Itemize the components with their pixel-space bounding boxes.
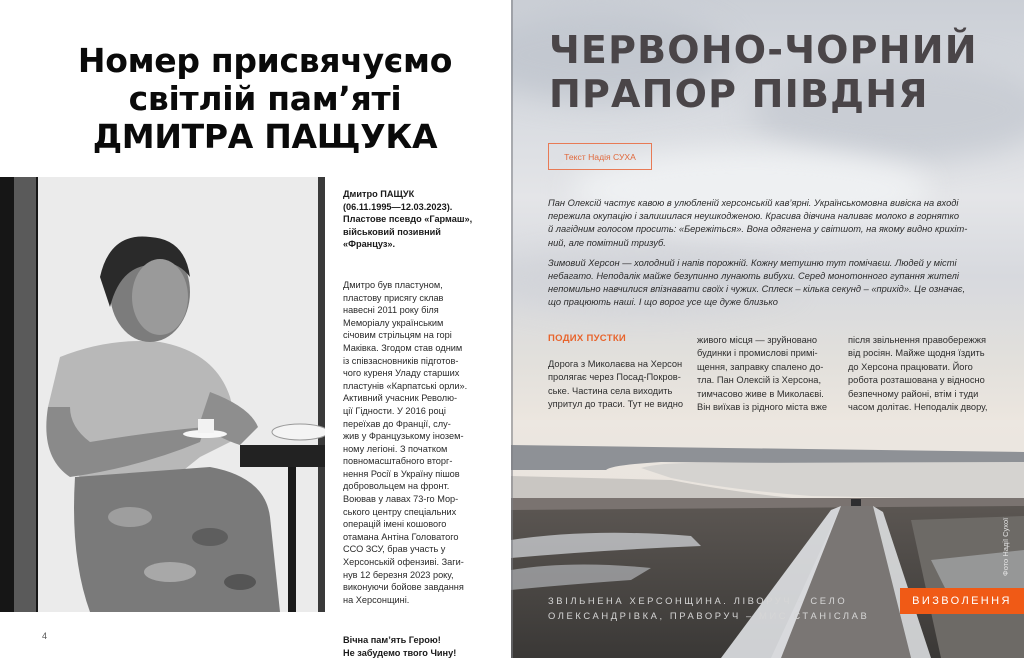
bio-header-line: Дмитро ПАЩУК: [343, 189, 415, 199]
bio-line: Херсонській офензиві. Заги-: [343, 557, 464, 568]
bio-header-line: «Француз».: [343, 239, 396, 250]
column-line: Дорога з Миколаєва на Херсон: [548, 359, 683, 369]
bio-tribute: [343, 634, 501, 658]
bio-line: операцій імені кошового: [343, 519, 447, 530]
column-line: робота розташована у відносно: [848, 375, 985, 386]
lead-paragraph-2: [548, 257, 988, 310]
bio-line: пластову присягу склав: [343, 292, 444, 303]
bio-line: нув 12 березня 2023 року,: [343, 569, 454, 580]
bio-header-line: (06.11.1995—12.03.2023).: [343, 201, 453, 212]
article-column-1: [548, 358, 693, 412]
bio-line: із співзасновників підготов-: [343, 355, 459, 366]
column-line: ське. Частина села виходить: [548, 385, 673, 396]
column-line: тла. Пан Олексій із Херсона,: [697, 375, 822, 386]
lead-line: й лагідним голосом просить: «Бережіться». Вона одягнена у світшот, на якому видно крихіт-: [548, 224, 968, 235]
bio-line: січовим стрільцям на горі: [343, 330, 452, 341]
bio-line: Дмитро був пластуном,: [343, 279, 443, 290]
bio-text: [343, 188, 501, 658]
bio-line: на Херсонщині.: [343, 594, 410, 605]
column-line: від росіян. Майже щодня їздить: [848, 348, 985, 359]
bio-header-line: Пластове псевдо «Гармаш»,: [343, 214, 473, 225]
tribute-line: Вічна пам’ять Герою!: [343, 635, 441, 646]
article-title: [549, 28, 1019, 116]
column-line: будинки і промислові примі-: [697, 348, 818, 359]
bio-line: Воював у лавах 73-го Мор-: [343, 494, 459, 505]
bio-line: ССО ЗСУ, брав участь у: [343, 544, 446, 555]
column-line: безпечному районі, втім і туди: [848, 388, 979, 399]
bio-line: чого куреня Уладу старших: [343, 368, 460, 379]
photo-credit: Фото Надії Сухої: [1001, 517, 1010, 576]
caption-line: ОЛЕКСАНДРІВКА, ПРАВОРУЧ – МИС СТАНІСЛАВ: [548, 610, 870, 621]
section-heading: ПОДИХ ПУСТКИ: [548, 333, 627, 344]
page-number: 4: [42, 631, 48, 641]
tribute-line: Не забудемо твого Чину!: [343, 648, 457, 658]
lead-line: ний, але помітний тризуб.: [548, 237, 666, 248]
memorial-title-line-2: світлій пам’яті: [128, 79, 402, 118]
lead-line: пережила окупацію і залишилася неушкодженою. Красива дівчина наливає молоко в горнятко: [548, 211, 960, 222]
memorial-title-line-1: Номер присвячуємо: [77, 41, 453, 80]
article-title-line-2: ПРАПОР ПІВДНЯ: [549, 72, 929, 116]
bio-line: ному легіоні. З початком: [343, 443, 448, 454]
column-line: після звільнення правобережжя: [848, 335, 986, 345]
column-line: щення, заправку спалено до-: [697, 361, 824, 372]
article-lead: [548, 197, 988, 310]
article-column-2: [697, 334, 842, 414]
bio-line: жив у Французькому інозем-: [343, 431, 464, 442]
photo-caption: [548, 593, 869, 623]
column-line: до Херсона працювати. Його: [848, 361, 973, 372]
lead-line: Пан Олексій частує кавою в улюбленій херсонській кав’ярні. Українськомовна вивіска на вході: [548, 198, 959, 208]
column-line: часом долітає. Неподалік двору,: [848, 402, 988, 413]
caption-line: ЗВІЛЬНЕНА ХЕРСОНЩИНА. ЛІВОРУЧ – СЕЛО: [548, 595, 848, 606]
bio-line: Активний учасник Револю-: [343, 393, 458, 404]
portrait-image-icon: [0, 177, 325, 612]
bio-line: пластунів «Карпатські орли».: [343, 380, 468, 391]
bio-line: Меморіалу українським: [343, 317, 444, 328]
author-credit: Текст Надія СУХА: [548, 143, 652, 170]
bio-body: [343, 279, 501, 606]
column-line: Він виїхав із рідного міста вже: [697, 402, 827, 413]
page-spine: [511, 0, 513, 658]
bio-line: навесні 2011 року біля: [343, 305, 439, 316]
lead-line: що працюють наші. І що ворог усе ще дуже близько: [548, 297, 778, 308]
column-line: пролягає через Посад-Покров-: [548, 372, 681, 383]
bio-line: повномасштабного вторг-: [343, 456, 453, 467]
lead-line: непомильно навчилися впізнавати своїх і чужих. Сплеск – кілька секунд – «прихід». Це означає,: [548, 284, 966, 295]
left-page: [0, 0, 511, 658]
bio-line: нення Росії в Україну пішов: [343, 468, 460, 479]
column-line: тимчасово живе в Миколаєві.: [697, 388, 824, 399]
bio-line: переїхав до Франції, слу-: [343, 418, 451, 429]
lead-line: небагато. Неподалік майже безупинно лунають вибухи. Серед монотонного гупання жителі: [548, 271, 959, 282]
bio-line: ського центру спеціальних: [343, 506, 457, 517]
memorial-title: [30, 42, 500, 156]
portrait-photo: [0, 177, 325, 612]
bio-header: [343, 188, 501, 251]
article-column-3: [848, 334, 993, 414]
lead-line: Зимовий Херсон — холодний і напів порожній. Кожну метушню тут помічаєш. Людей у місті: [548, 257, 957, 268]
column-line: упритул до траси. Тут не видно: [548, 399, 684, 410]
bio-line: ції Гідности. У 2016 році: [343, 405, 446, 416]
bio-line: отамана Антіна Головатого: [343, 531, 459, 542]
bio-line: добровольцем на фронт.: [343, 481, 450, 492]
bio-line: Маківка. Згодом став одним: [343, 342, 463, 353]
right-page: [511, 0, 1024, 658]
memorial-title-line-3: ДМИТРА ПАЩУКА: [92, 117, 438, 156]
section-tag: ВИЗВОЛЕННЯ: [900, 588, 1024, 614]
lead-paragraph-1: [548, 197, 988, 250]
bio-header-line: військовий позивний: [343, 226, 441, 237]
article-title-line-1: ЧЕРВОНО-ЧОРНИЙ: [549, 28, 978, 72]
column-line: живого місця — зруйновано: [697, 335, 818, 345]
bio-line: виконуючи бойове завдання: [343, 582, 464, 593]
